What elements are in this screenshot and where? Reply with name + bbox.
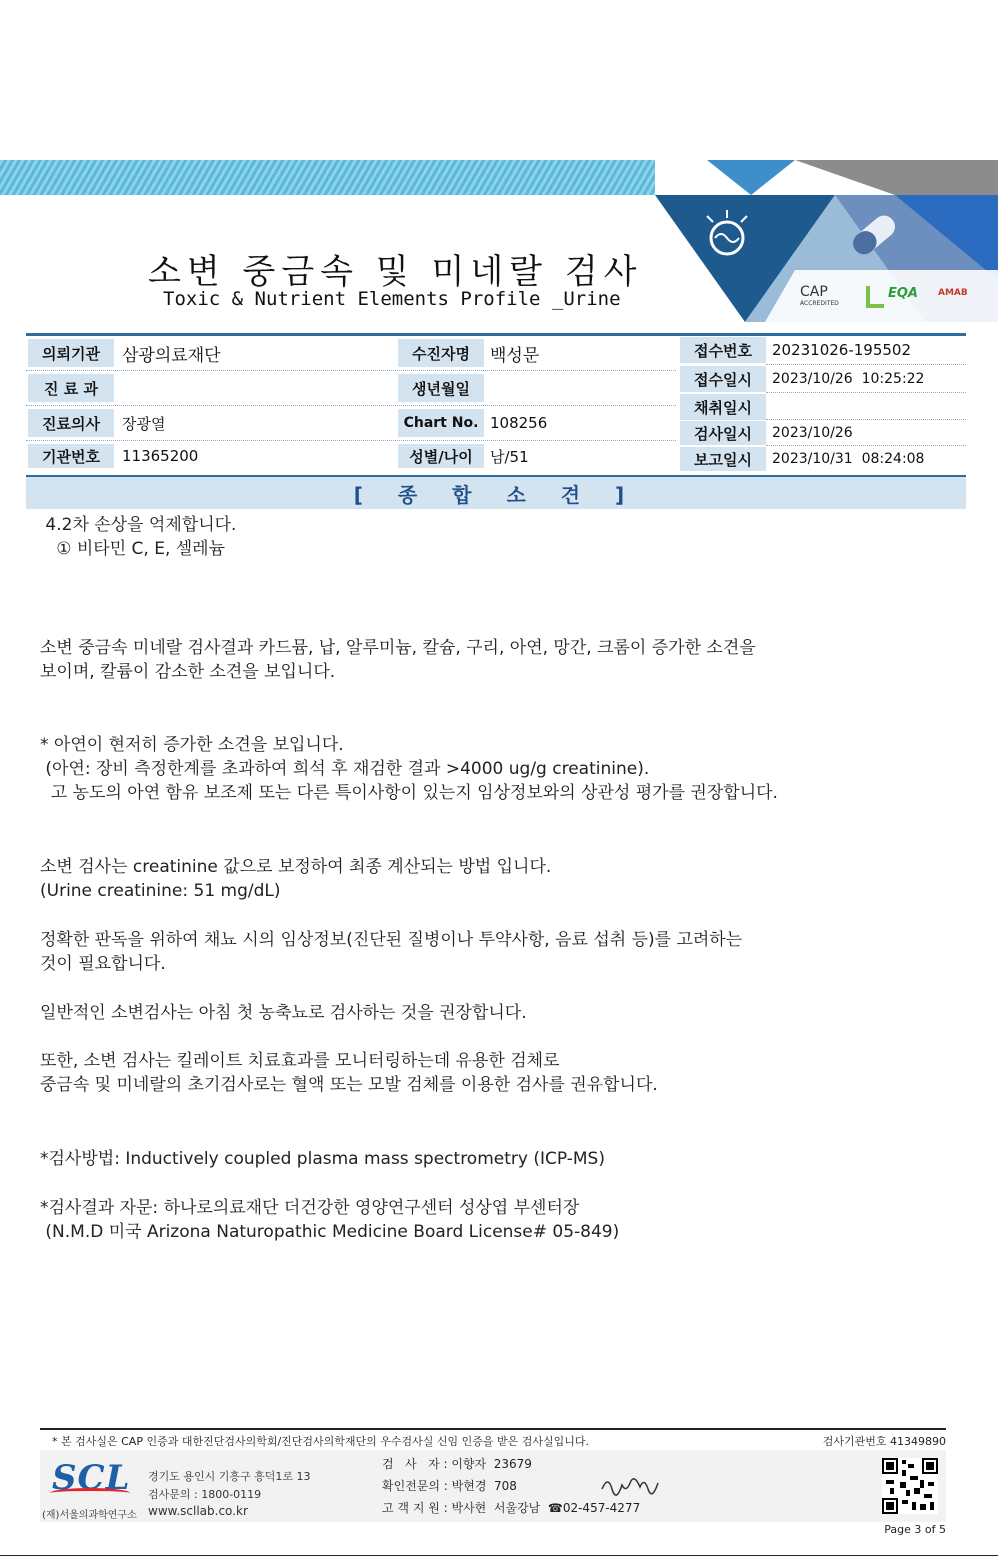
- row-divider: [26, 370, 676, 371]
- value-report-datetime: 2023/10/31 08:24:08: [772, 451, 925, 467]
- qr-code-graphic: [882, 1458, 938, 1514]
- text-paragraph-4: 소변 검사는 creatinine 값으로 보정하여 최종 계산되는 방법 입니다. (Urine creatinine: 51 mg/dL): [40, 857, 552, 901]
- text-paragraph-5: 정확한 판독을 위하여 채뇨 시의 임상정보(진단된 질병이나 투약사항, 음료 섭취 등)를 고려하는 것이 필요합니다.: [40, 930, 743, 974]
- banner-stripe: [0, 160, 680, 195]
- cert-logos: [800, 284, 968, 312]
- label-report-datetime: 보고일시: [680, 447, 766, 471]
- text-paragraph-2: 소변 중금속 미네랄 검사결과 카드뮴, 납, 알루미늄, 칼슘, 구리, 아연, 망간, 크롬이 증가한 소견을 보이며, 칼륨이 감소한 소견을 보입니다.: [40, 638, 756, 682]
- label-patient-name: 수진자명: [398, 339, 484, 367]
- footer-confirming-doctor: 확인전문의 : 박현경 708: [382, 1479, 517, 1493]
- cap-logo: CAP: [800, 284, 828, 300]
- row-divider: [26, 405, 676, 406]
- summary-header: [ 종 합 소 견 ]: [26, 477, 966, 509]
- label-institution-no: 기관번호: [28, 444, 114, 468]
- qr-code-icon: [882, 1458, 938, 1514]
- cap-accredited: ACCREDITED: [800, 300, 839, 307]
- lm-logo-icon: [866, 286, 884, 308]
- label-doctor: 진료의사: [28, 409, 114, 437]
- label-sex-age: 성별/나이: [398, 444, 484, 468]
- scl-logo: SCL: [52, 1458, 131, 1498]
- row-divider: [766, 364, 966, 365]
- footer-examiner: 검 사 자 : 이향자 23679: [382, 1457, 532, 1471]
- value-sex-age: 남/51: [490, 447, 529, 466]
- value-requesting-institution: 삼광의료재단: [122, 345, 221, 366]
- document-title: 소변 중금속 및 미네랄 검사: [148, 252, 643, 292]
- value-receipt-datetime: 2023/10/26 10:25:22: [772, 371, 925, 387]
- text-paragraph-8: *검사방법: Inductively coupled plasma mass spectrometry (ICP-MS): [40, 1149, 605, 1169]
- value-doctor: 장광열: [122, 414, 166, 433]
- footer-agency-number: 검사기관번호 41349890: [822, 1435, 946, 1448]
- text-paragraph-7: 또한, 소변 검사는 킬레이트 치료효과를 모니터링하는데 유용한 검체로 중금속 및 미네랄의 초기검사로는 혈액 또는 모발 검체를 이용한 검사를 권유합니다.: [40, 1051, 658, 1095]
- row-divider: [766, 445, 966, 446]
- value-institution-no: 11365200: [122, 447, 199, 465]
- footer-certification-note: * 본 검사실은 CAP 인증과 대한진단검사의학회/진단검사의학재단의 우수검사실 신임 인증을 받은 검사실입니다.: [52, 1435, 590, 1448]
- label-requesting-institution: 의뢰기관: [28, 339, 114, 367]
- row-divider: [766, 392, 966, 393]
- label-collection-datetime: 채취일시: [680, 394, 766, 420]
- row-divider: [26, 440, 676, 441]
- label-chart-no: Chart No.: [398, 409, 484, 437]
- value-test-datetime: 2023/10/26: [772, 425, 853, 441]
- eqa-logo: EQA: [888, 286, 918, 301]
- text-paragraph-3: * 아연이 현저히 증가한 소견을 보입니다. (아연: 장비 측정한계를 초과하여 희석 후 재검한 결과 >4000 ug/g creatinine). 고 농도의 아연 함유 보조제 또는 다른 특이사항이 있는지 임상정보와의 상관성 평가를 권장합니다.: [40, 735, 778, 803]
- value-receipt-no: 20231026-195502: [772, 341, 912, 359]
- document-subtitle: Toxic & Nutrient Elements Profile _Urine: [163, 288, 621, 310]
- label-test-datetime: 검사일시: [680, 421, 766, 445]
- page-bottom-line: [0, 1555, 998, 1556]
- label-receipt-datetime: 접수일시: [680, 366, 766, 392]
- footer-organization: (재)서울의과학연구소: [42, 1510, 137, 1521]
- footer-website[interactable]: www.scllab.co.kr: [148, 1504, 248, 1518]
- label-birthdate: 생년월일: [398, 374, 484, 402]
- value-chart-no: 108256: [490, 414, 548, 432]
- footer-phone: 검사문의 : 1800-0119: [148, 1488, 262, 1501]
- value-birthdate: [484, 374, 674, 402]
- row-divider: [766, 419, 966, 420]
- page-number: Page 3 of 5: [884, 1523, 946, 1536]
- text-paragraph-6: 일반적인 소변검사는 아침 첫 농축뇨로 검사하는 것을 권장합니다.: [40, 1003, 527, 1023]
- footer-customer-support: 고 객 지 원 : 박사현 서울강남 ☎02-457-4277: [382, 1501, 641, 1515]
- signature-icon: [600, 1473, 660, 1499]
- value-patient-name: 백성문: [490, 345, 540, 366]
- scl-logo-swoosh-icon: [50, 1488, 130, 1498]
- text-paragraph-1: 4.2차 손상을 억제합니다. ① 비타민 C, E, 셀레늄: [45, 515, 237, 559]
- amab-logo: AMAB: [938, 288, 968, 298]
- label-receipt-no: 접수번호: [680, 337, 766, 363]
- footer-address: 경기도 용인시 기흥구 흥덕1로 13: [148, 1470, 311, 1483]
- doctor-signature: [600, 1473, 660, 1504]
- label-department: 진 료 과: [28, 374, 114, 402]
- text-paragraph-9: *검사결과 자문: 하나로의료재단 더건강한 영양연구센터 성상엽 부센터장 (N.M.D 미국 Arizona Naturopathic Medicine Board License# 05-849): [40, 1198, 620, 1242]
- table-top-line: [26, 333, 966, 336]
- footer-top-line: [40, 1428, 946, 1430]
- patient-info-table: [26, 333, 966, 473]
- value-collection-datetime: [766, 394, 966, 420]
- value-department: [116, 374, 392, 402]
